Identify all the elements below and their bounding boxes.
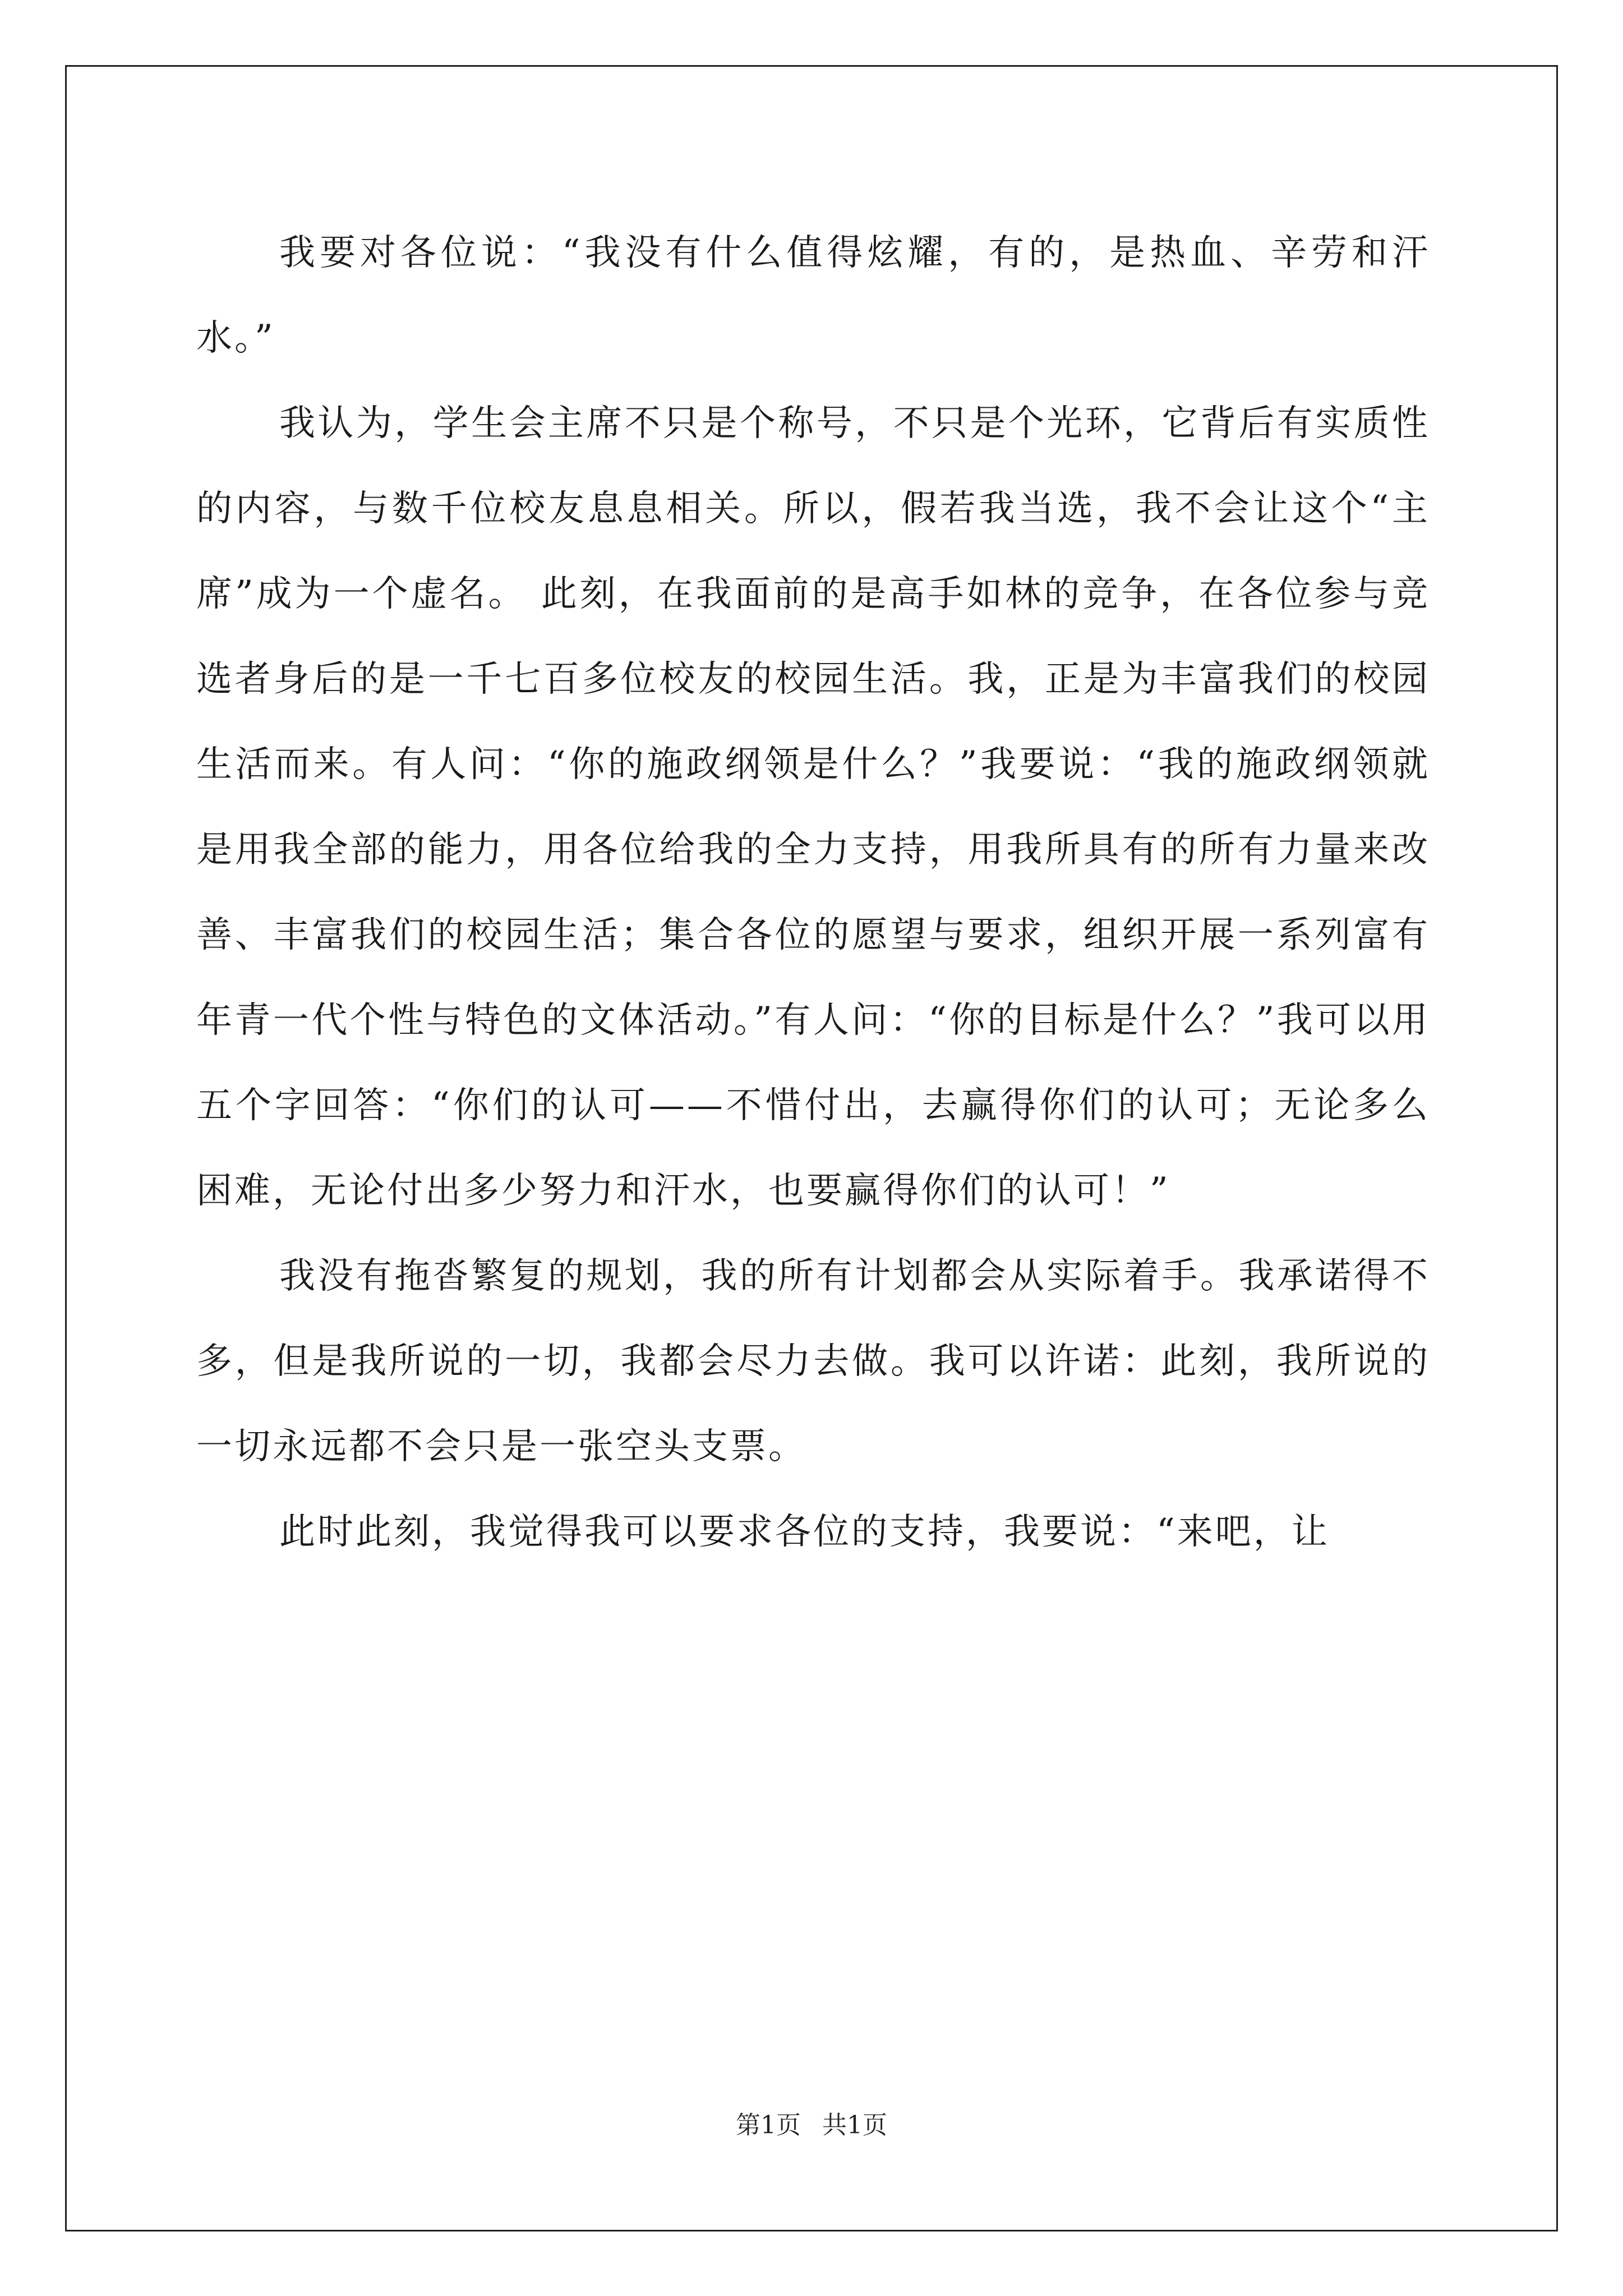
page-footer [0, 2105, 1623, 2141]
paragraph-1: 我要对各位说：“我没有什么值得炫耀，有的，是热血、辛劳和汗水。” [196, 232, 1430, 359]
page-number-current: 第1页 [736, 2111, 801, 2139]
document-body [196, 210, 1430, 1575]
paragraph-4: 此时此刻，我觉得我可以要求各位的支持，我要说：“来吧，让 [279, 1511, 1330, 1553]
page-number-total: 共1页 [822, 2111, 887, 2139]
paragraph-3: 我没有拖沓繁复的规划，我的所有计划都会从实际着手。我承诺得不多，但是我所说的一切，我都会尽力去做。我可以许诺：此刻，我所说的一切永远都不会只是一张空头支票。 [196, 1255, 1430, 1467]
paragraph-2: 我认为，学生会主席不只是个称号，不只是个光环，它背后有实质性的内容，与数千位校友息息相关。所以，假若我当选，我不会让这个“主席”成为一个虚名。 此刻，在我面前的是高手如林的竞争，在各位参与竞选者身后的是一千七百多位校友的校园生活。我，正是为丰富我们的校园生活而来。有人问：“你的施政纲领是什么？”我要说：“我的施政纲领就是用我全部的能力，用各位给我的全力支持，用我所具有的所有力量来改善、丰富我们的校园生活；集合各位的愿望与要求，组织开展一系列富有年青一代个性与特色的文体活动。”有人问：“你的目标是什么？”我可以用五个字回答：“你们的认可——不惜付出，去赢得你们的认可；无论多么困难，无论付出多少努力和汗水，也要赢得你们的认可！” [196, 403, 1430, 1212]
